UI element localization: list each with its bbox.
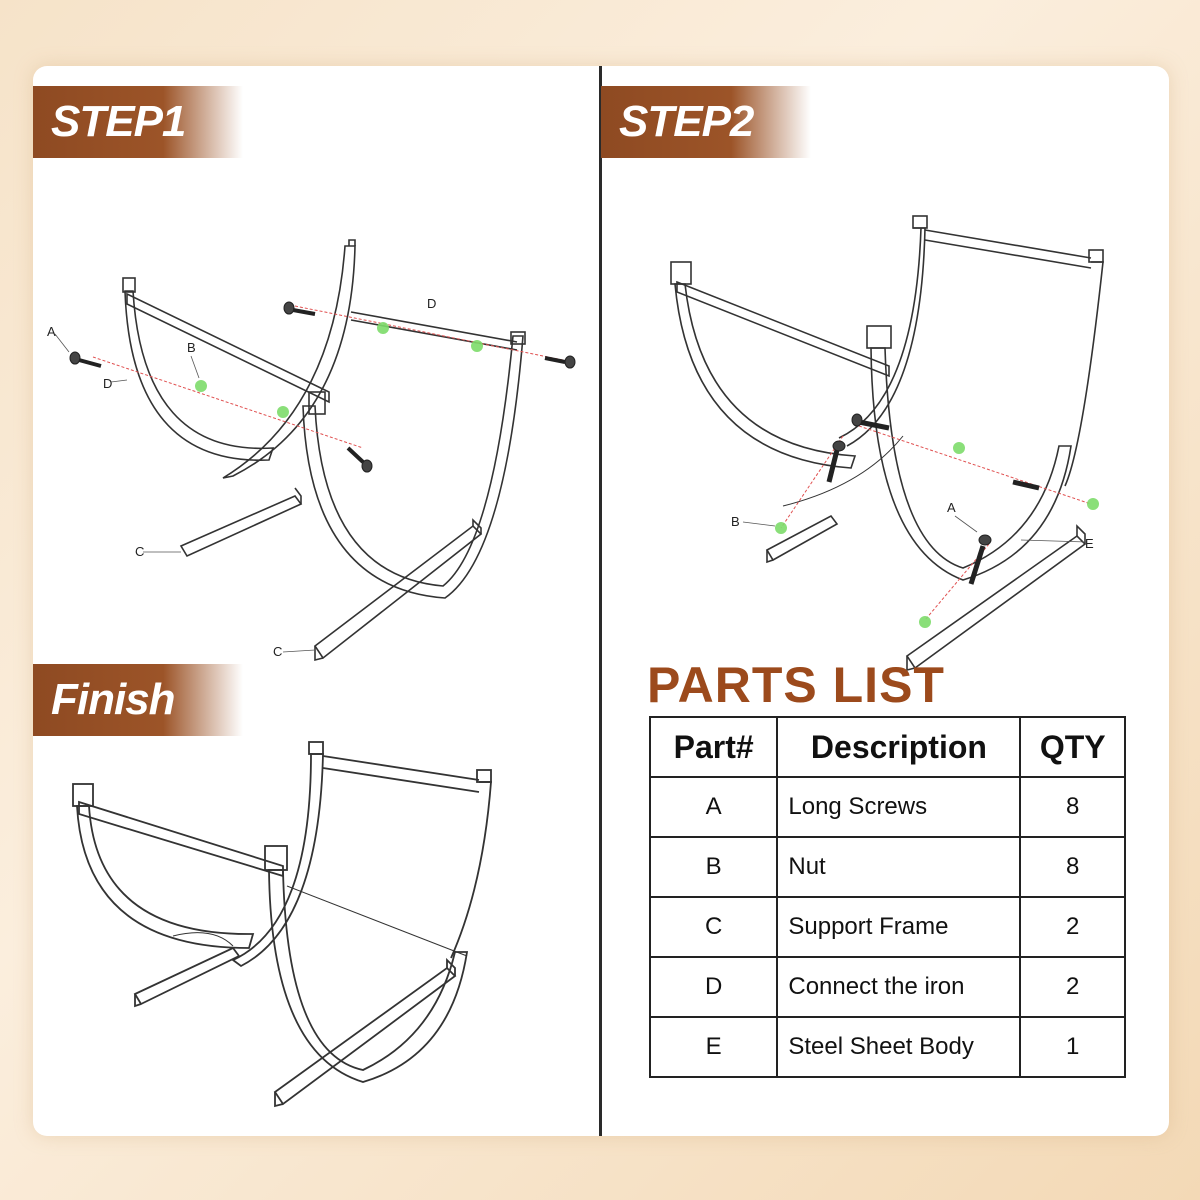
label-b: B <box>187 340 196 355</box>
description-cell: Steel Sheet Body <box>777 1017 1020 1077</box>
label-c-back: C <box>135 544 145 559</box>
table-row <box>650 1017 1125 1077</box>
label-d-left: D <box>103 376 113 391</box>
header-part: Part# <box>650 717 777 777</box>
description-cell: Long Screws <box>777 777 1020 837</box>
table-row <box>650 777 1125 837</box>
parts-list-title: PARTS LIST <box>647 657 945 713</box>
part-cell: C <box>650 897 777 957</box>
description-cell: Support Frame <box>777 897 1020 957</box>
part-cell: A <box>650 777 777 837</box>
table-row <box>650 957 1125 1017</box>
part-cell: D <box>650 957 777 1017</box>
step2-diagram <box>663 206 1163 626</box>
finish-banner <box>33 664 243 736</box>
label-a-step2: A <box>947 500 956 515</box>
part-cell: E <box>650 1017 777 1077</box>
step2-banner <box>601 86 811 158</box>
label-c-front: C <box>273 644 283 659</box>
finish-title: Finish <box>51 675 175 724</box>
part-cell: B <box>650 837 777 897</box>
step1-diagram <box>33 216 593 659</box>
header-qty: QTY <box>1020 717 1125 777</box>
center-divider <box>599 66 602 1136</box>
qty-cell: 2 <box>1020 897 1125 957</box>
label-b-step2: B <box>731 514 740 529</box>
instruction-card <box>33 66 1169 1136</box>
step2-title: STEP2 <box>619 97 754 146</box>
qty-cell: 8 <box>1020 837 1125 897</box>
step1-banner <box>33 86 243 158</box>
description-cell: Nut <box>777 837 1020 897</box>
parts-table <box>649 716 1126 1078</box>
header-description: Description <box>777 717 1020 777</box>
finish-diagram <box>63 736 543 1126</box>
label-a: A <box>47 324 56 339</box>
parts-table-header <box>650 717 1125 777</box>
qty-cell: 8 <box>1020 777 1125 837</box>
qty-cell: 2 <box>1020 957 1125 1017</box>
step1-title: STEP1 <box>51 97 186 146</box>
table-row <box>650 897 1125 957</box>
label-d-right: D <box>427 296 437 311</box>
description-cell: Connect the iron <box>777 957 1020 1017</box>
table-row <box>650 837 1125 897</box>
qty-cell: 1 <box>1020 1017 1125 1077</box>
label-e-step2: E <box>1085 536 1094 551</box>
